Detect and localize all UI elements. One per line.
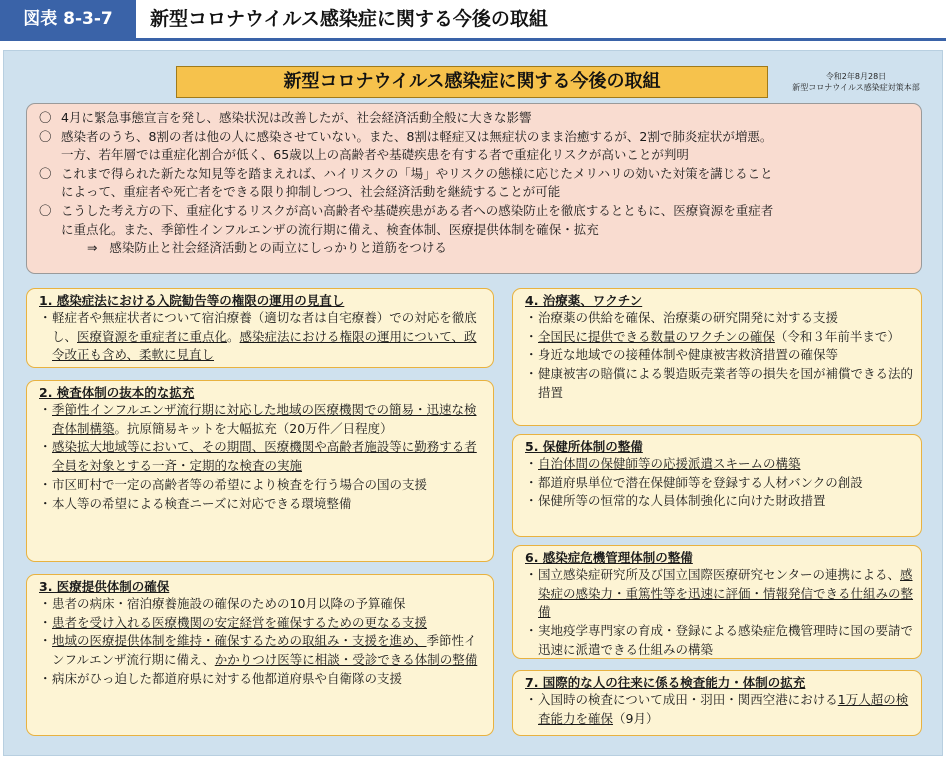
list-item: ・地域の医療提供体制を維持・確保するための取組み・支援を進め、季節性インフルエンザ流行期に備え、かかりつけ医等に相談・受診できる体制の整備 xyxy=(39,633,478,668)
list-item: ・身近な地域での接種体制や健康被害救済措置の確保等 xyxy=(525,347,839,363)
summary-box xyxy=(26,103,922,274)
summary-point-2-cont: 一方、若年層では重症化割合が低く、65歳以上の高齢者や基礎疾患を有する者で重症化リスクが高いことが判明 xyxy=(61,147,689,163)
measure-title: 6. 感染症危機管理体制の整備 xyxy=(525,550,693,565)
list-item: ・実地疫学専門家の育成・登録による感染症危機管理時に国の要請で迅速に派遣できる仕組みの構築 xyxy=(525,623,914,657)
list-item: ・治療薬の供給を確保、治療薬の研究開発に対する支援 xyxy=(525,310,839,325)
main-title: 新型コロナウイルス感染症に関する今後の取組 xyxy=(176,66,768,98)
summary-point-4: 〇 こうした考え方の下、重症化するリスクが高い高齢者や基礎疾患がある者への感染防止を徹底するとともに、医療資源を重症者 xyxy=(39,202,909,221)
arrow-icon: ⇒ xyxy=(87,240,98,256)
measure-box-4 xyxy=(512,288,922,426)
measure-box-3 xyxy=(26,574,494,736)
header-rule xyxy=(0,38,946,41)
circle-bullet-icon: 〇 xyxy=(39,128,52,144)
list-item: ・入国時の検査について成田・羽田・関西空港における1万人超の検査能力を確保（9月） xyxy=(525,692,909,726)
list-item: ・患者の病床・宿泊療養施設の確保のための10月以降の予算確保 xyxy=(39,596,406,611)
list-item: ・全国民に提供できる数量のワクチンの確保（令和３年前半まで） xyxy=(525,328,900,344)
circle-bullet-icon: 〇 xyxy=(39,165,52,181)
list-item: ・軽症者や無症状者について宿泊療養（適切な者は自宅療養）での対応を徹底し、医療資源を重症者に重点化。感染症法における権限の運用について、政令改正も含め、柔軟に見直し xyxy=(39,310,477,363)
list-item: ・感染拡大地域等において、その期間、医療機関や高齢者施設等に勤務する者全員を対象とする一斉・定期的な検査の実施 xyxy=(39,439,477,474)
measure-box-2 xyxy=(26,380,494,562)
circle-bullet-icon: 〇 xyxy=(39,202,52,218)
measure-title: 3. 医療提供体制の確保 xyxy=(39,579,170,594)
measure-title: 5. 保健所体制の整備 xyxy=(525,439,643,454)
header-bar xyxy=(0,0,946,40)
issuer-org: 新型コロナウイルス感染症対策本部 xyxy=(792,83,920,92)
list-item: ・季節性インフルエンザ流行期に対応した地域の医療機関での簡易・迅速な検査体制構築。抗原簡易キットを大幅拡充（20万件／日程度） xyxy=(39,402,477,436)
list-item: ・健康被害の賠償による製造販売業者等の損失を国が補償できる法的措置 xyxy=(525,366,914,400)
summary-point-3-cont: によって、重症者や死亡者をできる限り抑制しつつ、社会経済活動を継続することが可能 xyxy=(61,184,561,200)
list-item: ・保健所等の恒常的な人員体制強化に向けた財政措置 xyxy=(525,493,826,509)
list-item: ・都道府県単位で潜在保健師等を登録する人材バンクの創設 xyxy=(525,474,863,490)
list-item: ・病床がひっ迫した都道府県に対する他都道府県や自衛隊の支援 xyxy=(39,670,403,686)
figure-title: 新型コロナウイルス感染症に関する今後の取組 xyxy=(150,8,548,30)
summary-conclusion: ⇒ 感染防止と社会経済活動との両立にしっかりと道筋をつける xyxy=(87,240,447,256)
measure-box-1 xyxy=(26,288,494,368)
issuer-block xyxy=(772,71,940,93)
list-item: ・患者を受け入れる医療機関の安定経営を確保するための更なる支援 xyxy=(39,614,428,630)
list-item: ・本人等の希望による検査ニーズに対応できる環境整備 xyxy=(39,495,352,511)
summary-point-2: 〇 感染者のうち、8割の者は他の人に感染させていない。また、8割は軽症又は無症状のまま治癒するが、2割で肺炎症状が増悪。 xyxy=(39,128,909,147)
measure-box-6 xyxy=(512,545,922,659)
measure-title: 4. 治療薬、ワクチン xyxy=(525,293,643,308)
measure-box-7 xyxy=(512,670,922,736)
measure-box-5 xyxy=(512,434,922,537)
list-item: ・国立感染症研究所及び国立国際医療研究センターの連携による、感染症の感染力・重篤性等を迅速に評価・情報発信できる仕組みの整備 xyxy=(525,567,914,620)
circle-bullet-icon: 〇 xyxy=(39,110,52,125)
list-item: ・市区町村で一定の高齢者等の希望により検査を行う場合の国の支援 xyxy=(39,476,428,492)
measure-title: 7. 国際的な人の往来に係る検査能力・体制の拡充 xyxy=(525,675,806,690)
measure-title: 1. 感染症法における入院勧告等の権限の運用の見直し xyxy=(39,293,345,308)
list-item: ・自治体間の保健師等の応援派遣スキームの構築 xyxy=(525,456,801,471)
issue-date: 令和2年8月28日 xyxy=(825,72,887,81)
summary-point-1: 〇 4月に緊急事態宣言を発し、感染状況は改善したが、社会経済活動全般に大きな影響 xyxy=(39,109,909,128)
summary-point-4-cont: に重点化。また、季節性インフルエンザの流行期に備え、検査体制、医療提供体制を確保・拡充 xyxy=(61,221,599,237)
figure-label: 図表 8-3-7 xyxy=(0,0,136,38)
measure-title: 2. 検査体制の抜本的な拡充 xyxy=(39,385,195,400)
summary-point-3: 〇 これまで得られた新たな知見等を踏まえれば、ハイリスクの「場」やリスクの態様に応じたメリハリの効いた対策を講じること xyxy=(39,165,909,184)
